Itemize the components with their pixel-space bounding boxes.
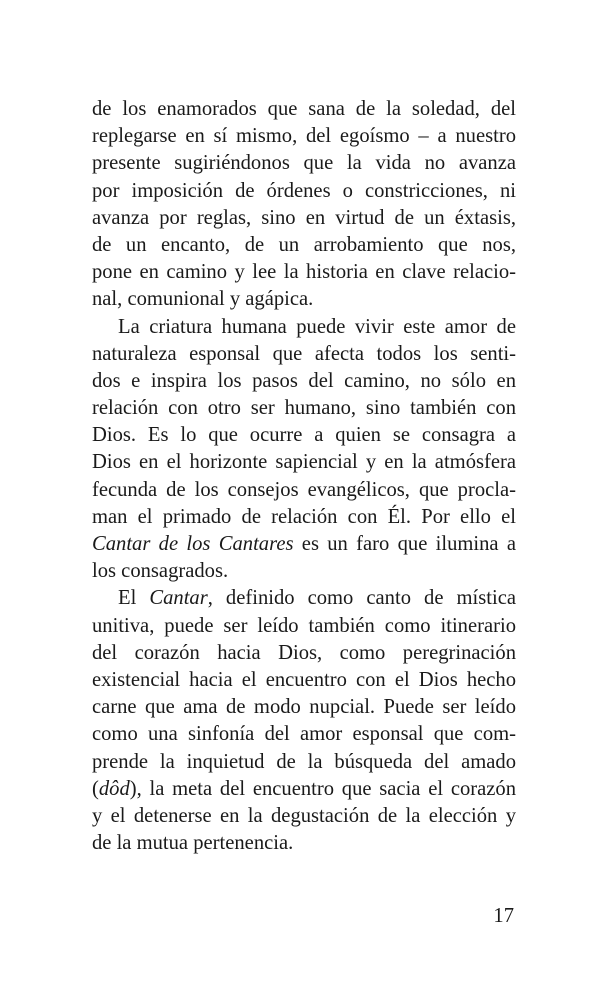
text-line: [92, 640, 516, 667]
text-segment: (: [92, 777, 99, 800]
text-segment: de la mutua pertenencia.: [92, 832, 294, 855]
text-line: [92, 667, 516, 694]
text-line: [92, 123, 516, 150]
text-line: [92, 422, 516, 449]
text-line: [92, 477, 516, 504]
text-segment: ), la meta del encuentro que sacia el corazón: [129, 777, 516, 800]
text-segment: los consagrados.: [92, 560, 229, 583]
text-line: [92, 449, 516, 476]
text-segment: replegarse en sí mismo, del egoísmo – a nuestro: [92, 125, 516, 148]
text-segment: naturaleza esponsal que afecta todos los senti-: [92, 342, 516, 365]
paragraph: [92, 585, 516, 857]
page-number: 17: [493, 905, 514, 927]
text-segment: El: [118, 587, 150, 610]
text-segment: del corazón hacia Dios, como peregrinación: [92, 641, 516, 664]
text-segment: es un faro que ilumina a: [293, 533, 517, 555]
text-line: [92, 205, 516, 232]
text-segment: fecunda de los consejos evangélicos, que procla-: [92, 478, 516, 501]
text-segment: nal, comunional y agápica.: [92, 288, 314, 311]
body-text: [92, 96, 516, 857]
text-line: [92, 558, 516, 585]
italic-text: Cantar: [149, 587, 208, 610]
text-line: [92, 585, 516, 612]
text-line: [92, 776, 516, 803]
text-segment: como una sinfonía del amor esponsal que com-: [92, 723, 516, 746]
text-segment: avanza por reglas, sino en virtud de un éxtasis,: [92, 206, 516, 229]
text-line: [92, 178, 516, 205]
text-line: [92, 694, 516, 721]
text-segment: , definido como canto de mística: [207, 587, 516, 610]
text-segment: man el primado de relación con Él. Por ello el: [92, 505, 516, 528]
text-segment: existencial hacia el encuentro con el Dios hecho: [92, 668, 516, 691]
text-segment: prende la inquietud de la búsqueda del amado: [92, 750, 516, 773]
text-line: [92, 749, 516, 776]
text-segment: relación con otro ser humano, sino también con: [92, 397, 516, 420]
text-line: [92, 314, 516, 341]
paragraph: [92, 314, 516, 586]
text-line: [92, 96, 516, 123]
text-line: [92, 613, 516, 640]
italic-text: Cantar de los Cantares: [92, 533, 294, 555]
text-segment: Dios. Es lo que ocurre a quien se consagra a: [92, 424, 516, 447]
text-line: [92, 531, 516, 558]
text-segment: por imposición de órdenes o constricciones, ni: [92, 179, 516, 202]
text-segment: unitiva, puede ser leído también como itinerario: [92, 614, 516, 637]
text-segment: y el detenerse en la degustación de la elección y: [92, 804, 516, 827]
text-segment: carne que ama de modo nupcial. Puede ser leído: [92, 696, 516, 719]
text-line: [92, 259, 516, 286]
italic-text: dôd: [98, 777, 130, 800]
text-segment: La criatura humana puede vivir este amor de: [118, 315, 516, 338]
text-segment: presente sugiriéndonos que la vida no avanza: [92, 152, 516, 175]
paragraph: [92, 96, 516, 314]
text-segment: Dios en el horizonte sapiencial y en la atmósfera: [92, 451, 516, 474]
text-line: [92, 721, 516, 748]
text-line: [92, 368, 516, 395]
text-line: [92, 341, 516, 368]
text-line: [92, 504, 516, 531]
text-segment: pone en camino y lee la historia en clave relacio-: [92, 261, 516, 284]
text-line: [92, 286, 516, 313]
text-line: [92, 830, 516, 857]
text-line: [92, 803, 516, 830]
text-segment: de los enamorados que sana de la soledad, del: [92, 98, 516, 120]
text-segment: de un encanto, de un arrobamiento que nos,: [92, 233, 516, 256]
text-line: [92, 150, 516, 177]
text-segment: dos e inspira los pasos del camino, no sólo en: [92, 369, 516, 392]
text-line: [92, 395, 516, 422]
text-line: [92, 232, 516, 259]
